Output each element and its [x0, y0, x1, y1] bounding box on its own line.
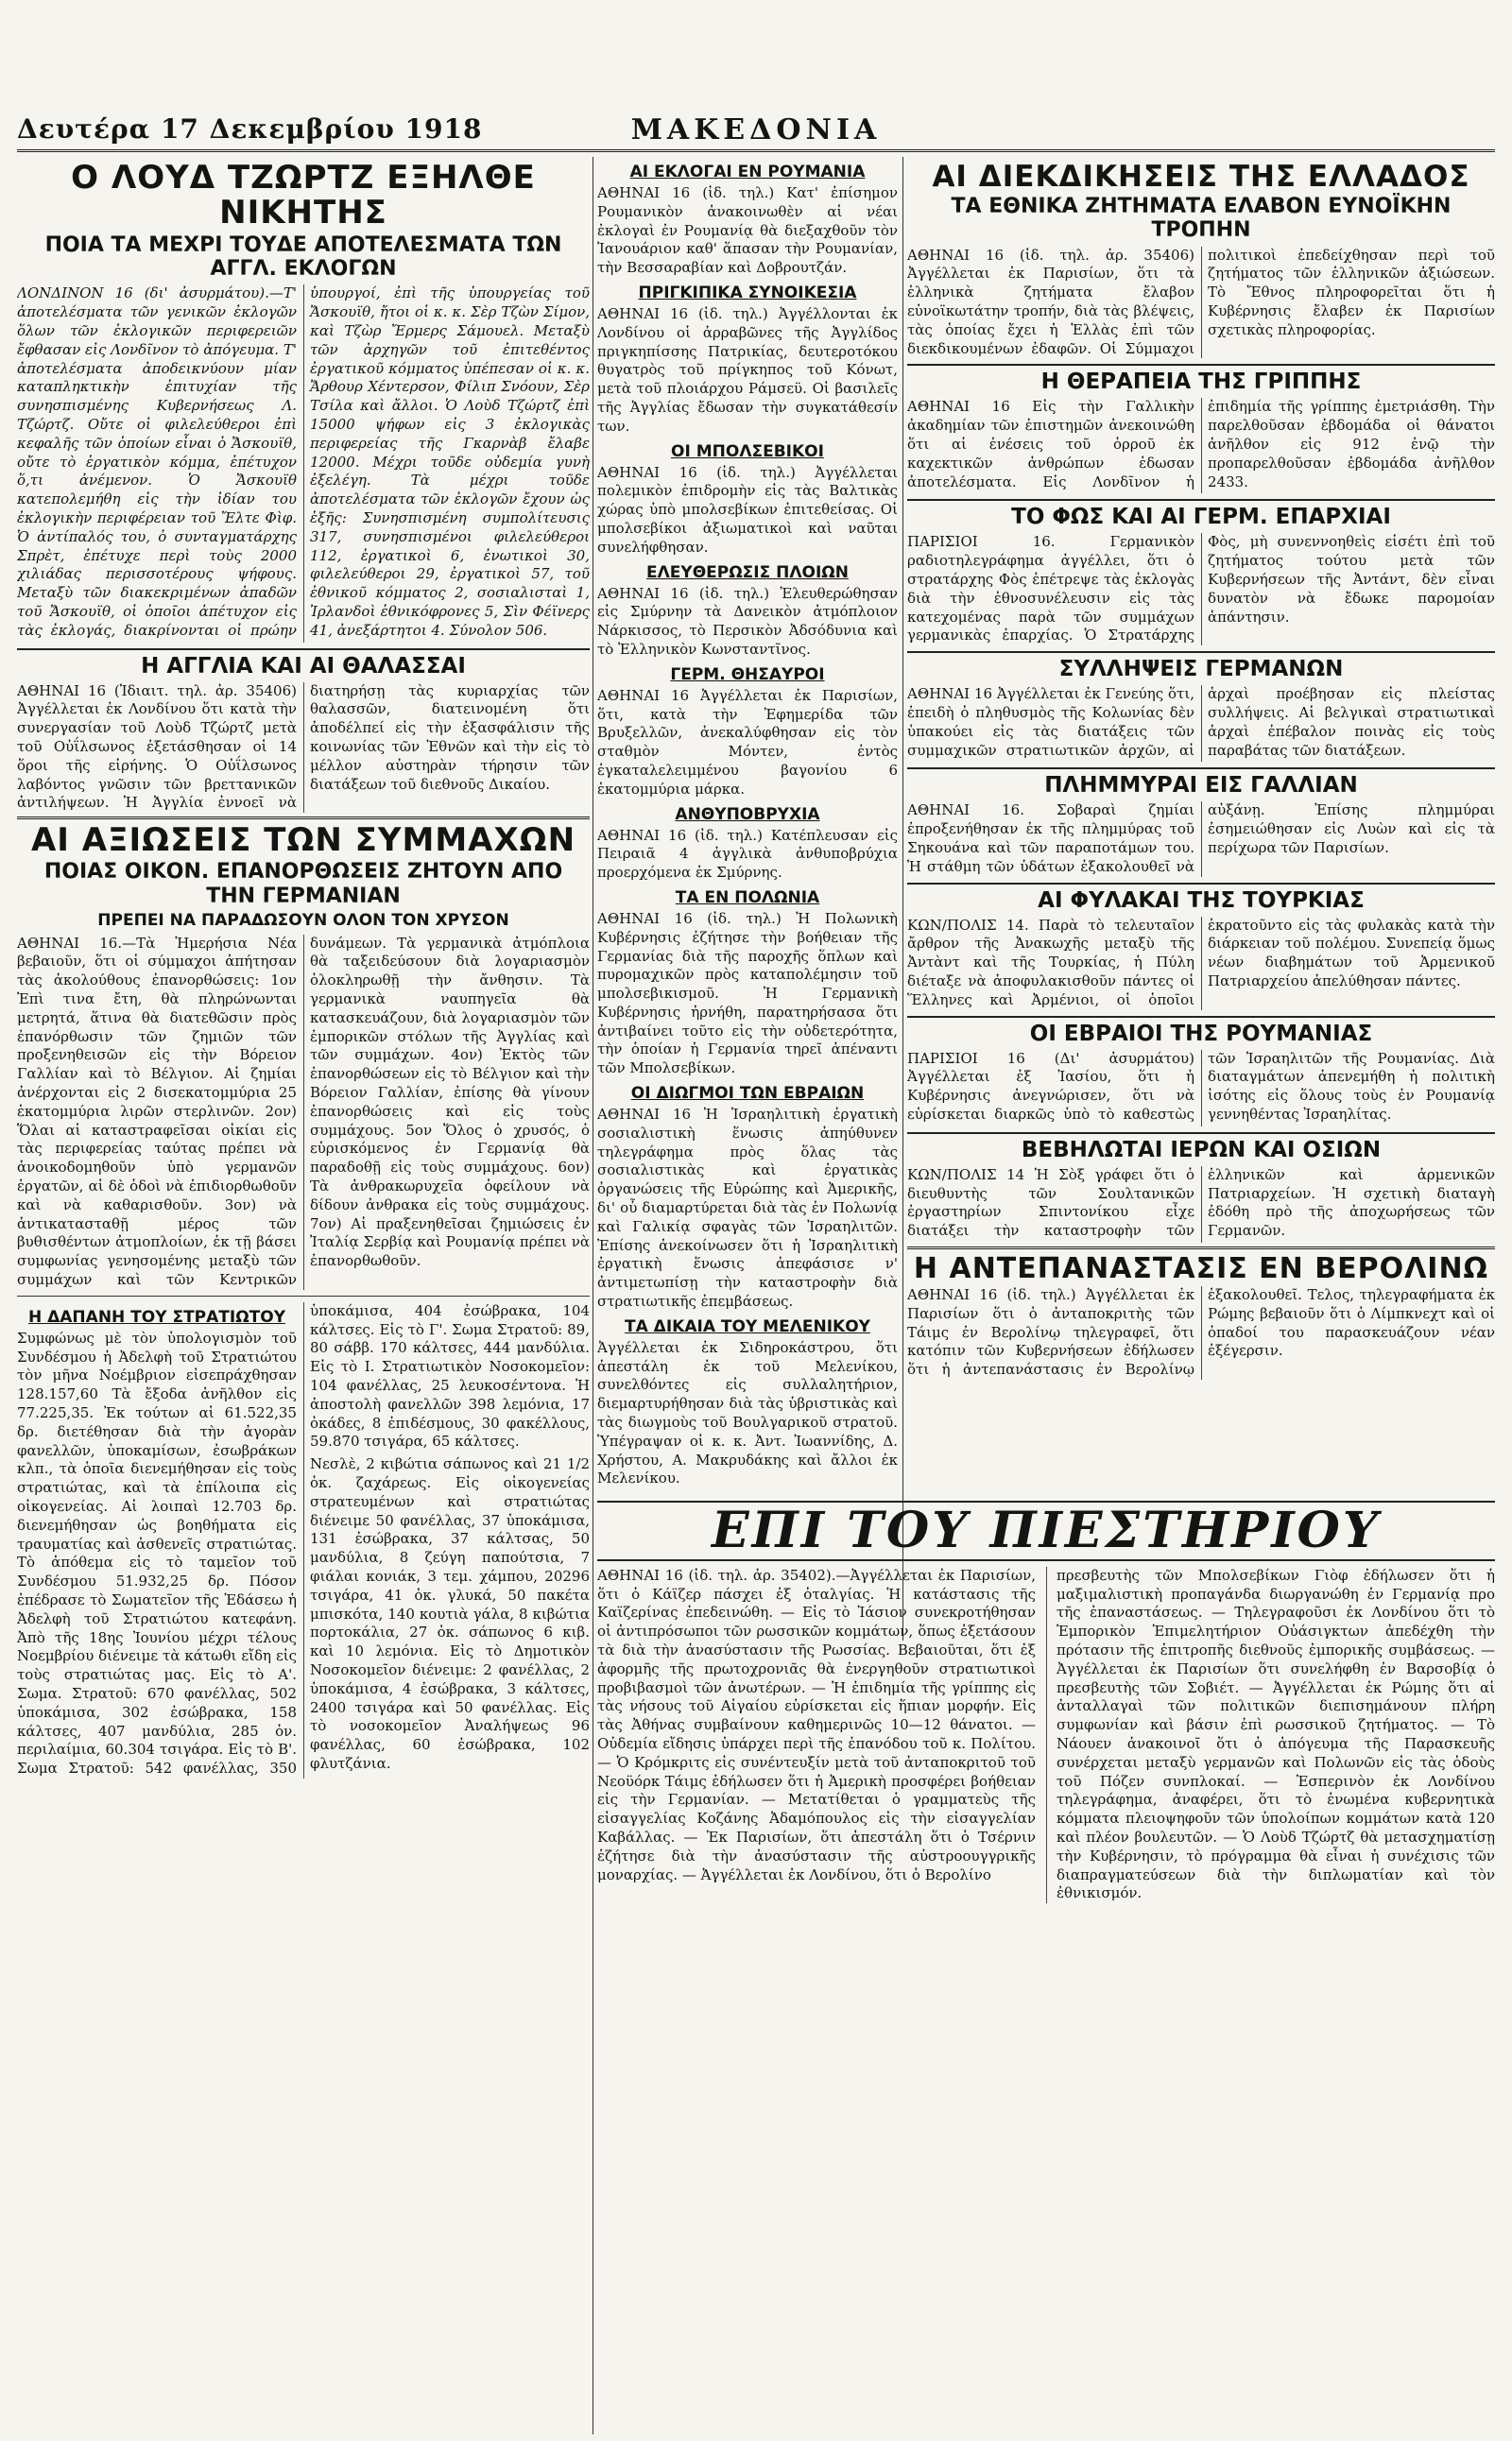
article-anti-submarines — [597, 805, 898, 883]
article-body: ΑΘΗΝΑΙ 16 Ἀγγέλλεται ἐκ Γενεύης ὅτι, ἐπειδὴ ὁ πληθυσμὸς τῆς Κολωνίας δὲν ὑπακούει εἰς τὰς διατάξεις τῶν συμμαχικῶν στρατιωτικῶν ἀρχῶν, αἱ ἀρχαὶ προέβησαν εἰς πλείστας συλλήψεις. Αἱ βελγικαὶ στρατιωτικαὶ ἀρχαὶ ἐπέβαλον ποινὰς εἰς τοὺς παραβάτας τῶν διατάξεων. — [907, 685, 1495, 759]
headline: ΟΙ ΔΙΩΓΜΟΙ ΤΩΝ ΕΒΡΑΙΩΝ — [630, 1084, 865, 1104]
headline: Η ΔΑΠΑΝΗ ΤΟΥ ΣΤΡΑΤΙΩΤΟΥ — [27, 1307, 286, 1327]
article-body: ΑΘΗΝΑΙ 16 (ἰδ. τηλ.) Ἡ Πολωνικὴ Κυβέρνησις ἐζήτησε τὴν βοήθειαν τῆς Γερμανίας διὰ τῆς παροχῆς ὅπλων καὶ πυρομαχικῶν πρὸς καταπολέμησιν τοῦ μπολσεβικισμοῦ. Ἡ Γερμανικὴ Κυβέρνησις ἠρνήθη, παρατηρήσασα ὅτι ἀντιβαίνει τοῦτο εἰς τὴν οὐδετερότητα, τὴν ὁποίαν ἡ Γερμανία τηρεῖ ἀπέναντι τῶν Μπολσεβίκων. — [597, 909, 898, 1077]
article-body: ΛΟΝΔΙΝΟΝ 16 (δι' ἀσυρμάτου).—Τ' ἀποτελέσματα τῶν γενικῶν ἐκλογῶν ὅλων τῶν ἐκλογικῶν περιφερειῶν ἔφθασαν εἰς Λονδῖνον τὸ ἀπόγευμα. Τ' ἀποτελέσματα ἀποδεικνύουν μίαν καταπληκτικὴν ἐπιτυχίαν τῆς συνησπισμένης Κυβερνήσεως Λ. Τζώρτζ. Οὔτε οἱ φιλελεύθεροι ἐπὶ κεφαλῆς τῶν ὁποίων εἶναι ὁ Ἄσκουϊθ, οὔτε τὸ ἐργατικὸν κόμμα, ἐπέτυχον ὅ,τι ἀνέμενον. Ὁ Ἄσκουϊθ κατεπολεμήθη εἰς τὴν ἰδίαν του ἐκλογικὴν περιφέρειαν τοῦ Ἔλτε Φὶφ. Ὁ ἀντίπαλός του, ὁ συνταγματάρχης Σπρὲτ, ἐπέτυχε περὶ τοὺς 2000 χιλιάδας περισσοτέρους ψήφους. Μεταξὺ τῶν διακεκριμένων ἀπαδῶν τοῦ Ἄσκουϊθ, οἱ ὁποῖοι ἀπέτυχον εἰς τὰς ἐκλογάς, διακρίνονται οἱ πρώην ὑπουργοί, ἐπὶ τῆς ὑπουργείας τοῦ Ἄσκουϊθ, ἤτοι οἱ κ. κ. Σὲρ Τζὼν Σίμον, καὶ Τζὼρ Ἔρμερς Σάμουελ. Μεταξὺ τῶν ἀρχηγῶν τοῦ ἐπιτεθέντος ἐργατικοῦ κόμματος ὑπέπεσαν οἱ κ. κ. Ἄρθουρ Χέντερσον, Φίλιπ Σνόουν, Σὲρ Τσίλα καὶ ἄλλοι. Ὁ Λοὺδ Τζώρτζ ἐπὶ 15000 ψήφων εἰς 3 ἐκλογικὰς περιφερείας τῆς Γκαρνὰβ ἔλαβε 12000. Μέχρι τοῦδε οὐδεμία γυνὴ ἐξελέγη. Τὰ μέχρι τοῦδε ἀποτελέσματα τῶν ἐκλογῶν ἔχουν ὡς ἑξῆς: Συνησπισμένη συμπολίτευσις 317, συνησπισμένοι φιλελεύθεροι 112, ἐργατικοὶ 6, ἐνωτικοὶ 30, φιλελεύθεροι 29, ἐργατικοὶ 57, τοῦ ἐθνικοῦ κόμματος 2, σοσιαλισταὶ 1, Ἰρλανδοὶ ἐθνικόφρονες 5, Σὶν Φέϊνερς 41, ἀνεξάρτητοι 4. Σύνολον 506. — [17, 284, 590, 639]
article-body: Συμφώνως μὲ τὸν ὑπολογισμὸν τοῦ Συνδέσμου ἡ Ἀδελφὴ τοῦ Στρατιώτου τὸν μῆνα Νοέμβριον εἰσεπράχθησαν 128.157,60 Τὰ ἔξοδα ἀνῆλθον εἰς 77.225,35. Ἐκ τούτων αἱ 61.522,35 δρ. διετέθησαν διὰ τὴν ἀγορὰν φανελλῶν, ὑποκαμίσων, ἐσωβράκων κλπ., τὰ ὁποῖα διενεμήθησαν εἰς τοὺς στρατιώτας, καὶ τὰ ἐπίλοιπα εἰς οἰκογενείας. Αἱ λοιπαὶ 12.703 δρ. διενεμήθησαν ὡς βοηθήματα εἰς τραυματίας καὶ ἀσθενεῖς στρατιώτας. Τὸ ἀπόθεμα εἰς τὸ ταμεῖον τοῦ Συνδέσμου 51.932,25 δρ. Πόσον ἐπέδρασε τὸ Σωματεῖον τῆς Ἐδάσεω ἡ Ἀδελφὴ τοῦ Στρατιώτου κατεφάνη. Ἀπὸ τῆς 18ης Ἰουνίου μέχρι τέλους Νοεμβρίου διένειμε τὰ κάτωθι εἴδη εἰς τοὺς στρατιώτας μας. Εἰς τὸ Α'. Σωμα. Στρατοῦ: 670 φανέλλας, 502 ὑποκάμισα, 302 ἐσώβρακα, 158 κάλτσες, 407 μανδύλια, 285 ὁν. περιλαίμια, 60.304 τσιγάρα. Εἰς τὸ Β'. Σωμα Στρατοῦ: 542 φανέλλας, 350 ὑποκάμισα, 404 ἐσώβρακα, 104 κάλτσες. Εἰς τὸ Γ'. Σωμα Στρατοῦ: 89, 80 σάββ. 170 κάλτσες, 444 μανδύλια. Εἰς τὸ Ι. Στρατιωτικὸν Νοσοκομεῖον: 104 φανέλλας, 25 λευκοσέντονα. Ἡ ἀποστολὴ φανελλῶν 398 λεμόνια, 17 ὀκάδες, 8 ἐπιδέσμους, 30 φακέλλους, 59.870 τσιγάρα, 65 κάλτσες. — [17, 1301, 590, 1778]
article-bolsheviks — [597, 442, 898, 558]
headline: ΤΑ ΕΝ ΠΟΛΩΝΙΑ — [675, 887, 820, 907]
section-title: ΕΠΙ ΤΟΥ ΠΙΕΣΤΗΡΙΟΥ — [597, 1501, 1495, 1561]
article-poland — [597, 888, 898, 1078]
article-body: Ἀγγέλλεται ἐκ Σιδηροκάστρου, ὅτι ἀπεστάλη ἐκ τοῦ Μελενίκου, συνελθόντες εἰς συλλαλητήριον, διεμαρτυρήθησαν διὰ τὰς ὑβριστικὰς καὶ τὰς διωγμοὺς τοῦ Βουλγαρικοῦ στρατοῦ. Ὑπέγραψαν οἱ κ. κ. Ἀντ. Ἰωαννίδης, Δ. Χρήστου, Α. Μακρυδάκης καὶ ἄλλοι ἐκ Μελενίκου. — [597, 1338, 898, 1487]
column-left — [17, 157, 590, 2434]
subheadline-secondary: ΠΡΕΠΕΙ ΝΑ ΠΑΡΑΔΩΣΟΥΝ ΟΛΟΝ ΤΟΝ ΧΡΥΣΟΝ — [97, 911, 509, 931]
subheadline: ΠΟΙΑΣ ΟΙΚΟΝ. ΕΠΑΝΟΡΘΩΣΕΙΣ ΖΗΤΟΥΝ ΑΠΟ ΤΗΝ ΓΕΡΜΑΝΙΑΝ — [43, 860, 563, 908]
article-body: ΑΘΗΝΑΙ 16 Εἰς τὴν Γαλλικὴν ἀκαδημίαν τῶν ἐπιστημῶν ἀνεκοινώθη ὅτι αἱ ἐνέσεις τοῦ ὀρροῦ ἐκ καχεκτικῶν ἀνθρώπων ἐδωσαν ἀποτελέσματα. Εἰς Λονδῖνον ἡ ἐπιδημία τῆς γρίππης ἐμετριάσθη. Τὴν παρελθοῦσαν ἑβδομάδα οἱ θάνατοι ἀνῆλθον εἰς 912 ἐνῷ τὴν προπαρελθοῦσαν ἑβδομάδα ἀνῆλθον 2433. — [907, 398, 1495, 490]
article-ships-release — [597, 563, 898, 660]
issue-date: Δευτέρα 17 Δεκεμβρίου 1918 — [17, 113, 483, 145]
article-romania-jews — [907, 1016, 1495, 1126]
article-body: ΑΘΗΝΑΙ 16 (ἰδ. τηλ.) Κατ' ἐπίσημον Ρουμανικὸν ἀνακοινωθὲν αἱ νέαι ἐκλογαὶ ἐν Ρουμανίᾳ θὰ διεξαχθοῦν τὸν Ἰανουάριον καθ' ἅπασαν τὴν Ρουμανίαν, τὴν Βεσσαραβίαν καὶ Δοβρουτζάν. — [597, 184, 898, 277]
headline: ΑΙ ΦΥΛΑΚΑΙ ΤΗΣ ΤΟΥΡΚΙΑΣ — [907, 883, 1495, 913]
article-body: ΑΘΗΝΑΙ 16 (Ἰδιαιτ. τηλ. ἀρ. 35406) Ἀγγέλλεται ἐκ Λονδίνου ὅτι κατὰ τὴν συνεργασίαν τοῦ Λοὺδ Τζώρτζ μετὰ τοῦ Οὐΐλσωνος ἐξετάσθησαν οἱ 14 ὅροι τῆς εἰρήνης. Ὁ Οὐΐλσωνος λαβόντος γνῶσιν τῶν βρεττανικῶν ἀντιλήψεων. Ἡ Ἀγγλία ἐννοεῖ νὰ διατηρήσῃ τὰς κυριαρχίας τῶν θαλασσῶν, διατεινομένη ὅτι ἀποδέλπεί εἰς τὴν ἐξασφάλισιν τῆς κοινωνίας τῶν Ἐθνῶν καὶ τὴν εἰς τὸ μέλλον αὐστηρὰν τήρησιν τῶν διατάξεων τοῦ διεθνοῦς Δικαίου. — [17, 681, 590, 812]
newspaper-name: ΜΑΚΕΔΟΝΙΑ — [630, 113, 882, 146]
article-melenikon — [597, 1317, 898, 1488]
article-romania-elections — [597, 163, 898, 278]
article-german-treasures — [597, 665, 898, 799]
article-body: ΑΘΗΝΑΙ 16 Ἀγγέλλεται ἐκ Παρισίων, ὅτι, κατὰ τὴν Ἐφημερίδα τῶν Βρυξελλῶν, ἀνεκαλύφθησαν εἰς τὸν σταθμὸν Μόντεν, ἐντὸς ἐγκαταλελειμμένου βαγονίου 6 ἑκατομμύρια μάρκα. — [597, 686, 898, 798]
article-body: ΚΩΝ/ΠΟΛΙΣ 14 Ἡ Σὸξ γράφει ὅτι ὁ διευθυντὴς τῶν Σουλτανικῶν ἐργαστηρίων Σπιντονίκου εἶχε διατάξει τὴν καταστροφὴν τῶν ἑλληνικῶν καὶ ἀρμενικῶν Πατριαρχείων. Ἡ σχετικὴ διαταγὴ ἐδόθη πρὸ τῆς ἀποχωρήσεως τῶν Γερμανῶν. — [907, 1165, 1495, 1240]
article-soldier-expense — [17, 1302, 590, 1779]
article-body: ΑΘΗΝΑΙ 16 (ἰδ. τηλ.) Ἀγγέλλονται ἐκ Λονδίνου οἱ ἀρραβῶνες τῆς Ἀγγλίδος πριγκηπίσσης Πατρικίας, δευτεροτόκου θυγατρὸς τοῦ πρίγκηπος τοῦ Κόνωτ, μετὰ τοῦ πλοιάρχου Ράμσεϋ. Οἱ βασιλεῖς τῆς Ἀγγλίας ἔδωσαν τὴν συγκατάθεσίν των. — [597, 304, 898, 435]
headline: ΣΥΛΛΗΨΕΙΣ ΓΕΡΜΑΝΩΝ — [907, 651, 1495, 681]
headline: ΠΡΙΓΚΙΠΙΚΑ ΣΥΝΟΙΚΕΣΙΑ — [638, 283, 857, 302]
article-england-seas — [17, 648, 590, 814]
article-german-arrests — [907, 651, 1495, 762]
article-body: ΑΘΗΝΑΙ 16 (ἰδ. τηλ. ἀρ. 35406) Ἀγγέλλεται ἐκ Παρισίων, ὅτι τὰ ἑλληνικὰ ζητήματα ἔλαβον εὐνοϊκωτάτην τροπήν, διὰ τὰς βλέψεις, τὰς ὁποίας ἔχει ἡ Ἑλλὰς ἐπὶ τῶν διεκδικουμένων ἐδαφῶν. Οἱ Σύμμαχοι πολιτικοὶ ἐπεδείχθησαν περὶ τοῦ ζητήματος τῶν ἑλληνικῶν ἀξιώσεων. Τὸ Ἔθνος πληροφορεῖται ὅτι ἡ Κυβέρνησις ἔλαβεν ἐκ Παρισίων σχετικὰς πληροφορίας. — [907, 246, 1495, 357]
article-body: ΑΘΗΝΑΙ 16 (ἰδ. τηλ.) Ἐλευθερώθησαν εἰς Σμύρνην τὰ Δανεικὸν ἀτμόπλοιον Νάρκισσος, τὸ Περσικὸν Ἀδσόδυνια καὶ τὸ Ἑλληνικὸν Κωνσταντῖνος. — [597, 584, 898, 658]
headline: ΠΛΗΜΜΥΡΑΙ ΕΙΣ ΓΑΛΛΙΑΝ — [907, 767, 1495, 798]
article-body-continued: πρεσβευτὴς τῶν Μπολσεβίκων Γιὸφ ἐδήλωσεν ὅτι ἡ μαξιμαλιστικὴ προπαγάνδα διωργανώθη ἐν Γερμανίᾳ προ τῆς ἐπαναστάσεως. — Τηλεγραφοῦσι ἐκ Λονδίνου ὅτι τὸ Ἐμπορικὸν Ἐπιμελητήριον Οὐάσιγκτων ἀπεδέχθη τὴν πρότασιν τῆς ἐπιτροπῆς διεθνοῦς ἐμπορικῆς συμβάσεως. — Ἀγγέλλεται ἐκ Παρισίων ὅτι συνελήφθη ἐν Βαρσοβίᾳ ὁ πρεσβευτὴς τῶν Σοβιέτ. — Ἀγγέλλεται ἐκ Ρώμης ὅτι αἱ ἀνταλλαγαὶ τῶν πολιτικῶν διεπισημάνουν πλήρη συμφωνίαν καὶ βάσιν ἐπὶ ρωσσικοῦ ζητήματος. — Τὸ Νάουεν ἀνακοινοῖ ὅτι ὁ ἀπόγευμα τῆς Παρασκευῆς συνέρχεται μεταξὺ γερμανῶν καὶ Πολωνῶν εἰς τὰς ὁδοὺς τοῦ Πόζεν συνπλοκαί. — Ἐσπερινὸν ἐκ Λονδίνου τηλεγράφημα, ἀναφέρει, ὅτι τὸ ἑνωμένα κυβερνητικὰ κόμματα πλειοψηφοῦν τῶν ὑπολοίπων κομμάτων κατὰ 120 καὶ πλέον βουλευτῶν. — Ὁ Λοὺδ Τζώρτζ θὰ μετασχηματίσῃ τὴν Κυβέρνησιν, τὸ πρόγραμμα θὰ εἶναι ἡ συνέχισις τῶν διαπραγματεύσεων διὰ τὴν διπλωματίαν καὶ τὸν ἐθνικισμόν. — [1057, 1566, 1495, 1902]
headline: ΑΙ ΑΞΙΩΣΕΙΣ ΤΩΝ ΣΥΜΜΑΧΩΝ — [17, 817, 590, 858]
article-body: ΠΑΡΙΣΙΟΙ 16. Γερμανικὸν ραδιοτηλεγράφημα ἀγγέλλει, ὅτι ὁ στρατάρχης Φὸς ἐπέτρεψε τὰς ἐκλογὰς διὰ τὴν ἐθνοσυνέλευσιν εἰς τὰς κατεχομένας παρὰ τῶν συμμάχων γερμανικὰς ἐπαρχίας. Ὁ Στρατάρχης Φὸς, μὴ συνεννοηθεὶς εἰσέτι ἐπὶ τοῦ ζητήματος τούτου μετὰ τῶν Κυβερνήσεων τῆς Ἀντάντ, δὲν εἶναι δυνατὸν νὰ ἔδωκε παρομοίαν ἀπάντησιν. — [907, 533, 1495, 645]
headline: ΟΙ ΜΠΟΛΣΕΒΙΚΟΙ — [671, 441, 824, 461]
headline: ΤΑ ΔΙΚΑΙΑ ΤΟΥ ΜΕΛΕΝΙΚΟΥ — [625, 1316, 870, 1336]
headline: ΤΟ ΦΩΣ ΚΑΙ ΑΙ ΓΕΡΜ. ΕΠΑΡΧΙΑΙ — [907, 499, 1495, 529]
article-body: ΑΘΗΝΑΙ 16 (ἰδ. τηλ.) Ἀγγέλλεται ἐκ Παρισίων ὅτι ὁ ἀνταποκριτὴς τῶν Τάιμς ἐν Βερολίνῳ τηλεγραφεῖ, ὅτι κατόπιν τῶν Κυβερνήσεων ἐδήλωσεν ὅτι ἡ ἀντεπανάστασις ἐν Βερολίνῳ ἐξακολουθεῖ. Τελος, τηλεγραφήματα ἐκ Ρώμης βεβαιοῦν ὅτι ὁ Λίμπκνεχτ καὶ οἱ ὀπαδοί του παρασκευάζουν νέαν ἐξέγερσιν. — [907, 1285, 1495, 1379]
article-body: ΑΘΗΝΑΙ 16 Ἡ Ἰσραηλιτικὴ ἐργατικὴ σοσιαλιστικὴ ἕνωσις ἀπηύθυνεν τηλεγράφημα πρὸς ὅλας τὰς σοσιαλιστικὰς καὶ ἐργατικὰς ὀργανώσεις τῆς Εὐρώπης καὶ Ἀμερικῆς, δι' οὗ διαμαρτύρεται διὰ τὰς ἐν Πολωνίᾳ καὶ Γαλικίᾳ σφαγὰς τῶν Ἰσραηλιτῶν. Ἐπίσης ἀνεκοίνωσεν ὅτι ἡ Ἰσραηλιτικὴ ἐργατικὴ ἕνωσις ἀπεφάσισε ν' ἀντιμετωπίσῃ τὴν καταστροφὴν διὰ στρατιωτικῆς ἐπεμβάσεως. — [597, 1106, 898, 1311]
section-rule — [17, 1296, 590, 1297]
article-body: ΑΘΗΝΑΙ 16.—Τὰ Ἡμερήσια Νέα βεβαιοῦν, ὅτι οἱ σύμμαχοι ἀπήτησαν τὰς ἀκολούθους ἐπανορθώσεις: 1ον Ἐπὶ τινα ἔτη, θὰ πληρώνωνται μετρητά, ἅτινα θὰ διατεθῶσιν πρὸς ἐπανόρθωσιν τῶν ζημιῶν τῶν προξενηθεισῶν εἰς τὴν Βόρειον Γαλλίαν καὶ τὸ Βέλγιον. Αἱ ζημίαι ἀνέρχονται εἰς 2 δισεκατομμύρια 25 ἑκατομμύρια λιρῶν στερλινῶν. 2ον) Ὅλαι αἱ καταστραφεῖσαι οἰκίαι εἰς τὰς περιφερείας ταύτας πρέπει νὰ ἀνοικοδομηθοῦν ὑπὸ γερμανῶν ἐργατῶν, αἱ δὲ ὁδοὶ νὰ ἐπιδιορθωθοῦν καὶ νὰ καθαρισθοῦν. 3ον) νὰ ἀντικατασταθῇ μέρος τῶν βυθισθέντων ἀτμοπλοίων, ἐκ τῇ βάσει συμφωνίας γενησομένης μεταξὺ τῶν συμμάχων καὶ τῶν Κεντρικῶν δυνάμεων. Τὰ γερμανικὰ ἀτμόπλοια θὰ ταξειδεύσουν διὰ λογαριασμὸν ὁλοκληρωθῇ τὴν ἄνθησιν. Τὰ γερμανικὰ ναυπηγεῖα θὰ κατασκευάζουν, διὰ λογαριασμὸν τῶν ἐμπορικῶν στόλων τῆς Ἀγγλίας καὶ τῶν συμμάχων. 4ον) Ἐκτὸς τῶν ἐπανορθώσεων εἰς τὸ Βέλγιον καὶ τὴν Βόρειον Γαλλίαν, ἐπίσης θὰ γίνουν ἐπανορθώσεις καὶ εἰς τοὺς συμμάχους. 5ον Ὅλος ὁ χρυσός, ὁ εὑρισκόμενος ἐν Γερμανίᾳ θὰ παραδοθῇ εἰς τοὺς συμμάχους. 6ον) Τὰ ἀνθρακωρυχεῖα ὀφείλουν νὰ δίδουν ἀνθρακα εἰς τοὺς συμμάχους. 7ον) Αἱ πραξενηθεῖσαι ζημιώσεις ἐν Ἰταλίᾳ Σερβίᾳ καὶ Ρουμανίᾳ πρέπει νὰ ἐπανορθωθοῦν. — [17, 934, 590, 1288]
headline: ΒΕΒΗΛΩΤΑΙ ΙΕΡΩΝ ΚΑΙ ΟΣΙΩΝ — [907, 1132, 1495, 1162]
article-princely-marriage — [597, 284, 898, 437]
article-body: ΑΘΗΝΑΙ 16 (ἰδ. τηλ.) Ἀγγέλλεται πολεμικὸν ἐπιδρομὴν εἰς τὰς Βαλτικὰς χώρας ὑπὸ μπολσεβίκων ἐπιτεθείσας. Οἱ μπολσεβίκοι ἀξιωματικοὶ καὶ ναῦται συνελήφθησαν. — [597, 463, 898, 556]
article-body: ΑΘΗΝΑΙ 16 (ἰδ. τηλ.) Κατέπλευσαν εἰς Πειραιᾶ 4 ἀγγλικὰ ἀνθυποβρύχια προερχόμενα ἐκ Σμύρνης. — [597, 826, 898, 882]
headline: ΕΛΕΥΘΕΡΩΣΙΣ ΠΛΟΙΩΝ — [646, 562, 849, 582]
article-france-floods — [907, 767, 1495, 876]
article-berlin-counterrevolution — [907, 1246, 1495, 1380]
article-turkey-prisons — [907, 883, 1495, 1010]
article-desecrators — [907, 1132, 1495, 1243]
article-flu-treatment — [907, 364, 1495, 493]
headline: Ο ΛΟΥΔ ΤΖΩΡΤΖ ΕΞΗΛΘΕ ΝΙΚΗΤΗΣ — [71, 159, 536, 232]
article-foch-provinces — [907, 499, 1495, 645]
article-lloyd-george — [17, 161, 590, 643]
headline: Η ΑΓΓΛΙΑ ΚΑΙ ΑΙ ΘΑΛΑΣΣΑΙ — [17, 648, 590, 679]
article-body: ΚΩΝ/ΠΟΛΙΣ 14. Παρὰ τὸ τελευταῖον ἄρθρον τῆς Ἀνακωχῆς μεταξὺ τῆς Ἀντὰντ καὶ τῆς Τουρκίας, ἡ Πύλη διέταξε νὰ ἀποφυλακισθοῦν πάντες οἱ Ἕλληνες καὶ Ἀρμένιοι, οἱ ὁποῖοι ἐκρατοῦντο εἰς τὰς φυλακὰς κατὰ τὴν διάρκειαν τοῦ πολέμου. Συνεπείᾳ ὅμως νέων διαβημάτων τοῦ Ἀρμενικοῦ Πατριαρχείου ἀπελύθησαν πάντες. — [907, 916, 1495, 1008]
article-body: ΑΘΗΝΑΙ 16 (ἰδ. τηλ. ἀρ. 35402).—Ἀγγέλλεται ἐκ Παρισίων, ὅτι ὁ Κάϊζερ πάσχει ἐξ ὀταλγίας. Ἡ κατάστασις τῆς Καϊζερίνας ἐπεδεινώθη. — Εἰς τὸ Ἰάσιον συνεκροτήθησαν οἱ ἀντιπρόσωποι τῶν ρωσσικῶν κομμάτων, ὅπως ἐξετάσουν τὰ διὰ τὴν ἀνασύστασιν τῆς Ρωσσίας. Βεβαιοῦται, ὅτι ἐξ ἀφορμῆς τῆς πρωτοχρονιᾶς θὰ ἐνεργηθοῦν στρατιωτικοὶ προβιβασμοὶ τῶν ἀνωτέρων. — Ἡ ἐπιδημία τῆς γρίππης εἰς τὰς νήσους τοῦ Αἰγαίου εὑρίσκεται εἰς ἥπιαν μορφήν. Εἰς τὰς Ἀθήνας συμβαίνουν καθημερινῶς 10—12 θάνατοι. — Οὐδεμία εἴδησις ὑπάρχει περὶ τῆς ἐπανόδου τοῦ κ. Πολίτου. — Ὁ Κρόμκριτς εἰς συνέντευξίν μετὰ τοῦ ἀνταποκριτοῦ τοῦ Νεοϋόρκ Τάιμς ἐδήλωσεν ὅτι ἡ Ἀμερικὴ προσφέρει βοήθειαν εἰς τὴν Γερμανίαν. — Μετατίθεται ὁ γραμματεὺς τῆς εἰσαγγελίας Κοζάνης Ἀδαμόπουλος εἰς τὴν εἰσαγγελίαν Καβάλλας. — Ἐκ Παρισίων, ὅτι ἀπεστάλη ὅτι ὁ Τσέρνιν ἐζήτησε διὰ τὴν ἀνασύστασιν τῆς αὐστροουγγρικῆς μοναρχίας. — Ἀγγέλλεται ἐκ Λονδίνου, ὅτι ὁ Βερολίνο — [597, 1566, 1036, 1883]
headline: ΟΙ ΕΒΡΑΙΟΙ ΤΗΣ ΡΟΥΜΑΝΙΑΣ — [907, 1016, 1495, 1046]
headline: ΑΙ ΔΙΕΚΔΙΚΗΣΕΙΣ ΤΗΣ ΕΛΛΑΔΟΣ — [932, 160, 1470, 194]
subheadline: ΠΟΙΑ ΤΑ ΜΕΧΡΙ ΤΟΥΔΕ ΑΠΟΤΕΛΕΣΜΑΤΑ ΤΩΝ ΑΓΓΛ. ΕΚΛΟΓΩΝ — [44, 232, 562, 282]
headline: ΓΕΡΜ. ΘΗΣΑΥΡΟΙ — [670, 664, 825, 684]
article-jewish-persecutions — [597, 1084, 898, 1312]
column-middle — [597, 157, 898, 1641]
masthead — [17, 112, 1495, 152]
headline: Η ΑΝΤΕΠΑΝΑΣΤΑΣΙΣ ΕΝ ΒΕΡΟΛΙΝΩ — [907, 1246, 1495, 1284]
headline: ΑΝΘΥΠΟΒΡΥΧΙΑ — [675, 804, 820, 824]
article-body: ΑΘΗΝΑΙ 16. Σοβαραὶ ζημίαι ἐπροξενήθησαν ἐκ τῆς πλημμύρας τοῦ Σηκουάνα καὶ τῶν παραποτάμων του. Ἡ στάθμη τῶν ὑδάτων ἐξακολουθεῖ νὰ αὐξάνῃ. Ἐπίσης πλημμύραι ἐσημειώθησαν εἰς Λυὼν καὶ εἰς τὰ περίχωρα τῶν Παρισίων. — [907, 801, 1495, 875]
press-section — [597, 1491, 1495, 2436]
headline: Η ΘΕΡΑΠΕΙΑ ΤΗΣ ΓΡΙΠΠΗΣ — [907, 364, 1495, 394]
column-divider — [902, 157, 903, 1641]
article-greek-claims — [907, 161, 1495, 358]
article-body: ΠΑΡΙΣΙΟΙ 16 (Δι' ἀσυρμάτου) Ἀγγέλλεται ἐξ Ἰασίου, ὅτι ἡ Κυβέρνησις ἀνεγνώρισεν, ὅτι νὰ εὑρίσκεται διαρκῶς ὑπὸ τὸ καθεστὼς τῶν Ἰσραηλιτῶν τῆς Ρουμανίας. Διὰ διαταγμάτων ἀπενεμήθη ἡ πολιτικὴ ἰσότης εἰς ὅλους τοὺς ἐν Ρουμανίᾳ γεννηθέντας Ἰσραηλίτας. — [907, 1049, 1495, 1123]
article-body-continued: Νεσλὲ, 2 κιβώτια σάπωνος καὶ 21 1/2 ὀκ. ζαχάρεως. Εἰς οἰκογενείας στρατευμένων καὶ στρατιώτας διένειμε 50 φανέλλας, 37 ὑποκάμισα, 131 ἐσώβρακα, 37 κάλτσας, 50 μανδύλια, 8 ζεύγη παπούτσια, 7 φιάλαι κονιάκ, 3 τεμ. χάμπου, 20296 τσιγάρα, 41 ὀκ. γλυκά, 50 πακέτα μπισκότα, 140 κουτιὰ γάλα, 8 κιβώτια πορτοκάλια, 27 ὀκ. σάπωνος 6 κιβ. καὶ 10 λεμόνια. Εἰς τὸ Δημοτικὸν Νοσοκομεῖον διένειμε: 2 φανέλλας, 2 ὑποκάμισα, 4 ἐσώβρακα, 3 κάλτσες, 2400 τσιγάρα καὶ 50 φανέλλας. Εἰς τὸ νοσοκομεῖον Ἀναλήψεως 96 φανέλλας, 60 ἐσώβρακα, 102 φλυτζάνια. — [310, 1455, 590, 1772]
article-allied-demands — [17, 817, 590, 1290]
headline: ΑΙ ΕΚΛΟΓΑΙ ΕΝ ΡΟΥΜΑΝΙΑ — [629, 163, 866, 181]
subheadline: ΤΑ ΕΘΝΙΚΑ ΖΗΤΗΜΑΤΑ ΕΛΑΒΟΝ ΕΥΝΟΪΚΗΝ ΤΡΟΠΗΝ — [951, 195, 1452, 243]
column-right — [907, 157, 1495, 1641]
